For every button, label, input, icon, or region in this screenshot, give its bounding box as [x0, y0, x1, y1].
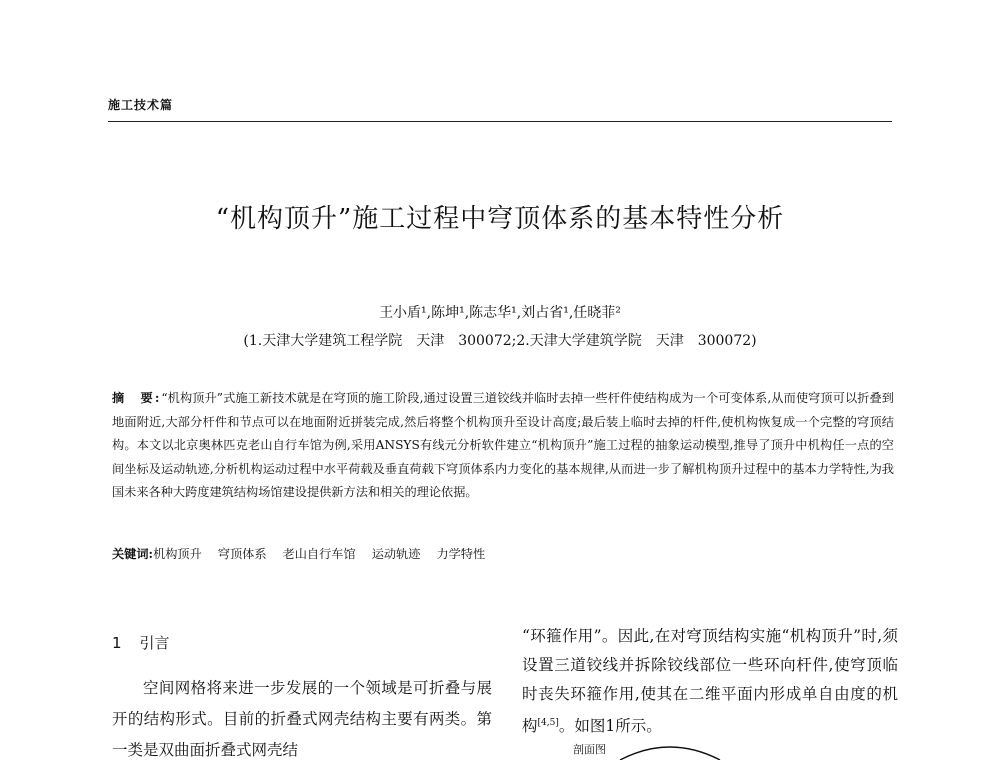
- keyword: 力学特性: [436, 547, 486, 561]
- right-paragraph: [522, 622, 898, 741]
- abstract: [112, 387, 894, 505]
- affiliation: (1.天津大学建筑工程学院 天津 300072;2.天津大学建筑学院 天津 300072): [243, 333, 757, 349]
- keywords: [112, 545, 894, 563]
- citation-ref: [4,5]: [537, 718, 559, 728]
- author-list: 王小盾¹,陈坤¹,陈志华¹,刘占省¹,任晓菲²: [379, 305, 621, 321]
- figure-label: 剖面图: [573, 743, 606, 756]
- section-tag: 施工技术篇: [108, 98, 174, 112]
- keyword: 运动轨迹: [371, 547, 421, 561]
- header-rule: [108, 121, 892, 122]
- left-paragraph: 空间网格将来进一步发展的一个领域是可折叠与展开的结构形式。目前的折叠式网壳结构主要有两类。第一类是双曲面折叠式网壳结: [112, 679, 492, 759]
- dome-arc: [620, 747, 720, 760]
- section-heading: [112, 632, 492, 653]
- left-column: [112, 632, 492, 766]
- right-text-end: 。如图1所示。: [558, 717, 662, 736]
- right-column: [522, 622, 898, 741]
- keywords-label: 关键词:: [112, 547, 154, 561]
- keyword: 穹顶体系: [217, 547, 267, 561]
- section-title: 引言: [139, 634, 170, 652]
- keyword: 老山自行车馆: [282, 547, 356, 561]
- abstract-label: 摘 要:: [112, 391, 162, 405]
- article-title: “机构顶升”施工过程中穹顶体系的基本特性分析: [215, 204, 785, 234]
- section-number: 1: [112, 634, 122, 652]
- section-figure: [600, 738, 740, 760]
- right-text: “环箍作用”。因此,在对穹顶结构实施“机构顶升”时,须设置三道铰线并拆除铰线部位一些环向杆件,使穹顶临时丧失环箍作用,使其在二维平面内形成单自由度的机构: [522, 627, 898, 736]
- keyword: 机构顶升: [153, 547, 202, 561]
- abstract-text: “机构顶升”式施工新技术就是在穹顶的施工阶段,通过设置三道铰线并临时去掉一些杆件使结构成为一个可变体系,从而使穹顶可以折叠到地面附近,大部分杆件和节点可以在地面附近拼装完成,然后将整个机构顶升至设计高度;最后装上临时去掉的杆件,使机构恢复成一个完整的穹顶结构。本文以北京奥林匹克老山自行车馆为例,采用ANSYS有线元分析软件建立“机构顶升”施工过程的抽象运动模型,推导了顶升中机构任一点的空间坐标及运动轨迹,分析机构运动过程中水平荷载及垂直荷载下穹顶体系内力变化的基本规律,从而进一步了解机构顶升过程中的基本力学特性,为我国未来各种大跨度建筑结构场馆建设提供新方法和相关的理论依据。: [112, 391, 894, 499]
